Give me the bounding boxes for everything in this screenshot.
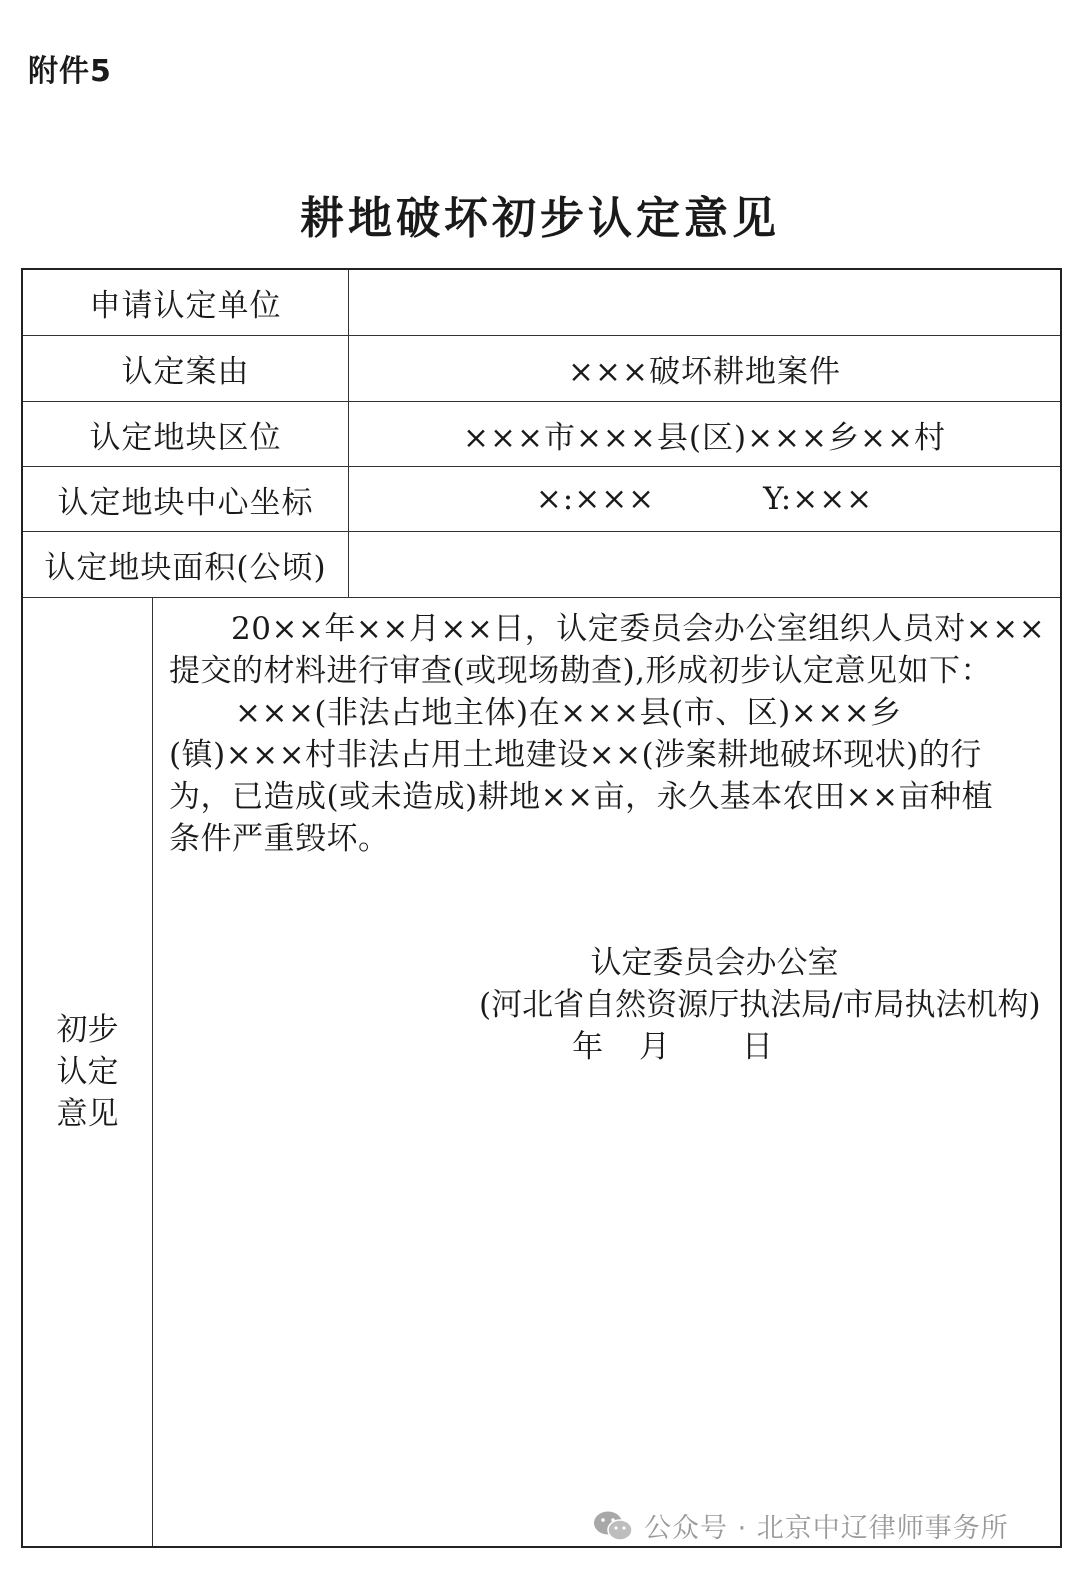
coordinate-y: Y:××× — [763, 481, 874, 517]
form-row-plot-location — [23, 402, 1060, 467]
plot-area-value — [349, 532, 1060, 597]
case-reason-label: 认定案由 — [23, 336, 349, 401]
opinion-paragraph-2: ×××(非法占地主体)在×××县(市、区)×××乡(镇)×××村非法占用土地建设××(涉案耕地破坏现状)的行为，已造成(或未造成)耕地××亩，永久基本农田××亩种植条件严重毁坏。 — [169, 695, 994, 857]
preliminary-opinion-text — [169, 608, 1054, 860]
coordinate-x: ×:××× — [535, 481, 656, 517]
preliminary-opinion-label — [23, 598, 153, 1546]
date-year: 年 — [572, 1029, 606, 1065]
form-row-center-coordinates — [23, 467, 1060, 532]
watermark-text: 公众号 · 北京中辽律师事务所 — [644, 1513, 1009, 1544]
plot-location-value: ×××市×××县(区)×××乡××村 — [463, 419, 946, 456]
signature-office: 认定委员会办公室 — [590, 945, 839, 981]
attachment-label: 附件5 — [28, 54, 112, 89]
opinion-label-line: 初步 — [56, 1012, 119, 1048]
document-title: 耕地破坏初步认定意见 — [300, 193, 780, 244]
opinion-label-line: 认定 — [56, 1054, 119, 1090]
center-coordinates-label: 认定地块中心坐标 — [23, 467, 349, 531]
signature-agency: (河北省自然资源厅执法局/市局执法机构) — [479, 987, 1041, 1023]
form-row-plot-area — [23, 532, 1060, 598]
applicant-value — [349, 270, 1060, 335]
signature-block — [183, 942, 1052, 1068]
opinion-paragraph-1: 20××年××月××日，认定委员会办公室组织人员对×××提交的材料进行审查(或现场勘查),形成初步认定意见如下： — [169, 611, 1046, 689]
date-month: 月 — [639, 1029, 672, 1065]
form-row-case-reason — [23, 336, 1060, 402]
center-coordinates-value — [349, 467, 1060, 531]
form-row-applicant — [23, 270, 1060, 336]
plot-area-label: 认定地块面积(公顷) — [23, 532, 349, 597]
wechat-icon — [592, 1509, 634, 1543]
determination-form — [21, 268, 1062, 1548]
date-day: 日 — [741, 1029, 775, 1065]
signature-date — [183, 1026, 1052, 1068]
case-reason-value: ×××破坏耕地案件 — [568, 354, 841, 390]
plot-location-label: 认定地块区位 — [23, 402, 349, 466]
applicant-label: 申请认定单位 — [23, 270, 349, 335]
opinion-label-line: 意见 — [56, 1096, 119, 1132]
watermark — [592, 1506, 1009, 1545]
